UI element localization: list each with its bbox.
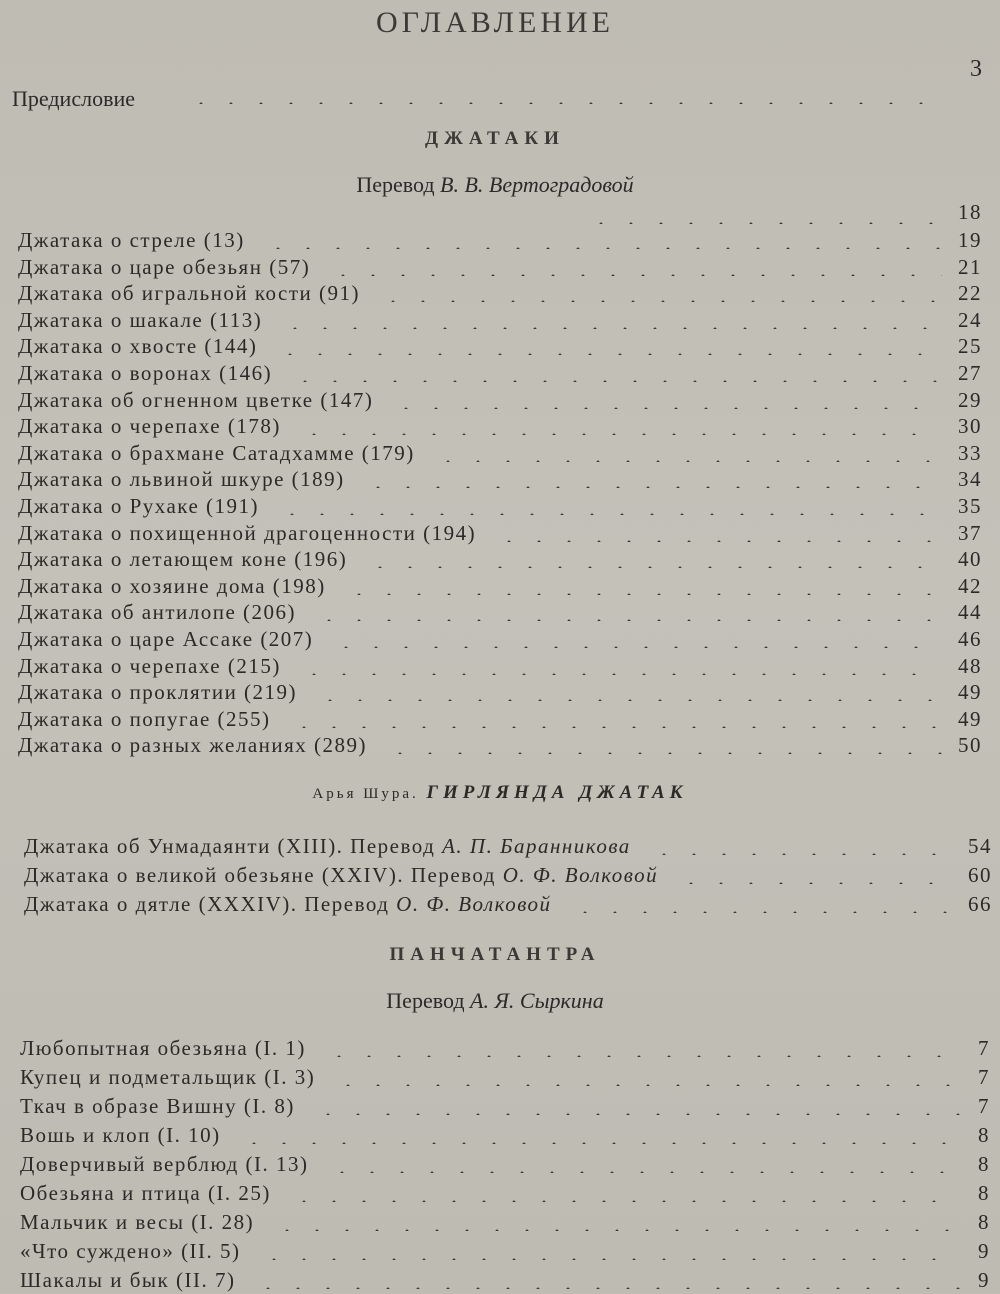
toc-page: 50 xyxy=(958,733,982,758)
toc-page: 9 xyxy=(978,1268,990,1292)
toc-page: 27 xyxy=(958,361,982,385)
leader-dots xyxy=(289,1200,962,1202)
toc-entry-title: Купец и подметальщик (I. 3) xyxy=(20,1065,316,1089)
toc-entry-title: Шакалы и бык (II. 7) xyxy=(20,1268,236,1292)
toc-entry-title: Джатака о Рухаке (191) xyxy=(18,494,260,518)
translator-jatakas: Перевод В. В. Вертоградовой xyxy=(356,172,634,197)
toc-row xyxy=(0,1210,1000,1236)
toc-row xyxy=(0,388,1000,414)
toc-page: 8 xyxy=(978,1181,990,1205)
toc-page: 8 xyxy=(978,1123,990,1147)
toc-entry-title: Джатака об Унмадаянти (XIII). Перевод А. П. Баранникова xyxy=(24,834,631,858)
toc-entry-title: Джатака о царе обезьян (57) xyxy=(18,254,311,279)
toc-entry-title: Джатака о разных желаниях (289) xyxy=(18,733,368,758)
toc-entry-title: Джатака о черепахе (178) xyxy=(18,414,281,439)
toc-entry-title: Джатака о проклятии (219) xyxy=(18,680,298,705)
toc-row xyxy=(0,654,1000,680)
toc-entry-title: Доверчивый верблюд (I. 13) xyxy=(20,1152,309,1176)
leader-dots xyxy=(649,853,952,855)
toc-row xyxy=(0,892,1000,918)
leader-dots xyxy=(385,752,942,754)
leader-dots xyxy=(327,1171,962,1173)
toc-entry-title: Джатака о дятле (XXXIV). Перевод О. Ф. Волковой xyxy=(24,892,552,916)
toc-entry-title: Джатака об огненном цветке (147) xyxy=(18,387,374,412)
toc-row xyxy=(0,1181,1000,1207)
leader-dots xyxy=(331,646,942,648)
toc-entry-preface: Предисловие xyxy=(12,86,135,111)
toc-row xyxy=(0,733,1000,759)
toc-page: 8 xyxy=(978,1152,990,1176)
toc-entry-title: «Что суждено» (II. 5) xyxy=(20,1239,241,1263)
toc-row xyxy=(0,1152,1000,1178)
toc-entry-title: Джатака о шакале (113) xyxy=(18,307,263,332)
toc-page: 46 xyxy=(958,627,982,651)
toc-page: 60 xyxy=(968,863,992,887)
leader-dots xyxy=(290,380,942,382)
toc-page: 25 xyxy=(958,334,982,359)
leader-dots xyxy=(391,407,942,409)
leader-dots xyxy=(239,1142,962,1144)
toc-page: 9 xyxy=(978,1239,990,1263)
toc-entry-title: Любопытная обезьяна (I. 1) xyxy=(20,1036,306,1060)
toc-row xyxy=(0,1268,1000,1294)
leader-dots xyxy=(344,593,942,595)
toc-entry-title: Джатака о хвосте (144) xyxy=(18,334,258,359)
leader-dots xyxy=(570,911,952,913)
toc-row xyxy=(0,1065,1000,1091)
toc-entry-title: Вошь и клоп (I. 10) xyxy=(20,1123,221,1147)
toc-row xyxy=(0,414,1000,440)
leader-dots xyxy=(378,300,942,302)
toc-row xyxy=(0,308,1000,334)
toc-row xyxy=(0,228,1000,254)
toc-entry-title: Джатака о царе Ассаке (207) xyxy=(18,627,314,651)
toc-page: 48 xyxy=(958,653,982,678)
toc-row xyxy=(0,494,1000,520)
toc-page: 7 xyxy=(978,1094,990,1118)
toc-page: 54 xyxy=(968,834,992,858)
toc-row xyxy=(0,441,1000,467)
toc-entry-title: Джатака о хозяине дома (198) xyxy=(18,573,326,598)
toc-page: 19 xyxy=(958,228,982,252)
leader-dots xyxy=(275,353,942,355)
toc-page: 40 xyxy=(958,547,982,572)
toc-row xyxy=(0,627,1000,653)
leader-dots xyxy=(253,1287,962,1289)
leader-dots xyxy=(433,460,942,462)
leader-dots xyxy=(259,1258,962,1260)
toc-row xyxy=(0,200,1000,226)
leader-dots xyxy=(299,433,942,435)
toc-row xyxy=(0,255,1000,281)
toc-entry-title: Ткач в образе Вишну (I. 8) xyxy=(20,1094,295,1118)
toc-row xyxy=(0,707,1000,733)
leader-dots xyxy=(676,882,952,884)
toc-page: 29 xyxy=(958,387,982,412)
toc-page: 44 xyxy=(958,600,982,625)
toc-entry-title: Джатака о попугае (255) xyxy=(18,706,271,731)
toc-entry-title: Джатака о воронах (146) xyxy=(18,361,273,385)
toc-page: 34 xyxy=(958,467,982,492)
toc-page: 33 xyxy=(958,440,982,465)
toc-entry-title: Джатака о львиной шкуре (189) xyxy=(18,467,345,492)
toc-entry-title: Джатака об игральной кости (91) xyxy=(18,281,361,306)
toc-row xyxy=(0,1036,1000,1062)
toc-row xyxy=(0,680,1000,706)
toc-page: 7 xyxy=(978,1065,990,1089)
toc-page: 49 xyxy=(958,706,982,731)
toc-row xyxy=(0,1123,1000,1149)
leader-dots xyxy=(324,1055,962,1057)
toc-page: 37 xyxy=(958,520,982,545)
section-heading-garland: Арья Шура. ГИРЛЯНДА ДЖАТАК xyxy=(312,782,688,803)
toc-page: 21 xyxy=(958,254,982,279)
leader-dots xyxy=(289,726,942,728)
toc-row xyxy=(0,863,1000,889)
toc-row xyxy=(0,547,1000,573)
toc-page: 66 xyxy=(968,892,992,916)
leader-dots xyxy=(314,619,942,621)
toc-row xyxy=(0,1239,1000,1265)
leader-dots xyxy=(315,699,942,701)
toc-page: 49 xyxy=(958,680,982,705)
toc-row xyxy=(0,600,1000,626)
leader-dots xyxy=(263,247,942,249)
translator-panchatantra: Перевод А. Я. Сыркина xyxy=(386,988,604,1013)
section-heading-panchatantra: ПАНЧАТАНТРА xyxy=(389,944,601,965)
toc-row xyxy=(0,281,1000,307)
page-title: ОГЛАВЛЕНИЕ xyxy=(376,6,614,39)
toc-row xyxy=(0,521,1000,547)
section-heading-jatakas: ДЖАТАКИ xyxy=(425,128,565,149)
leader-dots xyxy=(272,1229,962,1231)
toc-entry-title: Мальчик и весы (I. 28) xyxy=(20,1210,255,1234)
toc-entry-title: Джатака о летающем коне (196) xyxy=(18,547,348,572)
leader-dots xyxy=(363,486,942,488)
toc-row xyxy=(0,834,1000,860)
toc-row xyxy=(0,574,1000,600)
toc-entry-title: Джатака о стреле (13) xyxy=(18,228,245,252)
toc-row xyxy=(0,467,1000,493)
toc-page: 35 xyxy=(958,494,982,518)
toc-entry-title: Джатака о похищенной драгоценности (194) xyxy=(18,520,477,545)
toc-page: 42 xyxy=(958,573,982,598)
leader-dots xyxy=(280,327,942,329)
toc-entry-title: Джатака о черепахе (215) xyxy=(18,653,281,678)
leader-dots xyxy=(365,566,942,568)
toc-page: 8 xyxy=(978,1210,990,1234)
toc-page: 18 xyxy=(958,200,982,224)
toc-entry-title: Джатака о великой обезьяне (XXIV). Перевод О. Ф. Волковой xyxy=(24,863,659,887)
leader-dots xyxy=(333,1084,962,1086)
leader-dots xyxy=(277,513,942,515)
toc-entry-title: Джатака об антилопе (206) xyxy=(18,600,297,625)
toc-page: 7 xyxy=(978,1036,990,1060)
leader-dots xyxy=(299,673,942,675)
toc-row xyxy=(0,334,1000,360)
leader-dots xyxy=(494,540,942,542)
leader-dots xyxy=(328,274,942,276)
toc-page: 22 xyxy=(958,281,982,306)
toc-page: 30 xyxy=(958,414,982,439)
toc-row xyxy=(0,361,1000,387)
toc-page: 24 xyxy=(958,307,982,332)
leader-dots xyxy=(186,102,946,104)
toc-entry-title: Джатака о брахмане Сатадхамме (179) xyxy=(18,440,415,465)
toc-row xyxy=(0,1094,1000,1120)
toc-page-preface: 3 xyxy=(970,56,982,82)
leader-dots xyxy=(313,1113,962,1115)
toc-entry-title: Обезьяна и птица (I. 25) xyxy=(20,1181,271,1205)
